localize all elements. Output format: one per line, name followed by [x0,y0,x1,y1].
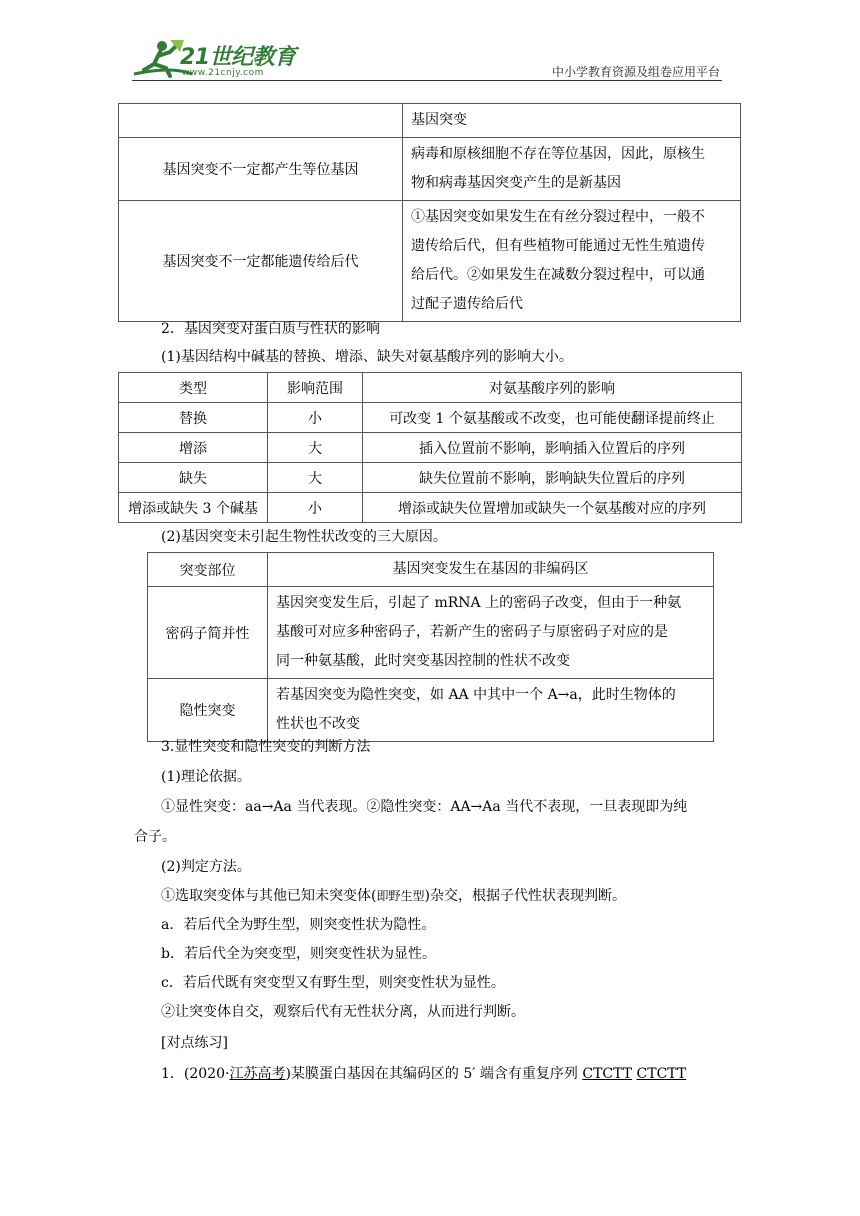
table-row [119,463,742,493]
table-cell: 替换 [119,403,268,433]
table-row [148,553,714,587]
table-cell [119,104,403,138]
table-cell: 基因突变发生在基因的非编码区 [268,553,714,587]
table-cell: 基因突变不一定都产生等位基因 [119,138,403,201]
page-header [0,0,860,90]
method-title: (2)判定方法。 [161,859,251,875]
table-cell: 密码子简并性 [148,587,268,679]
table-row [148,587,714,679]
table-cell: 缺失位置前不影响，影响缺失位置后的序列 [363,463,742,493]
table-cell: 大 [268,433,363,463]
section-3-title: 3.显性突变和隐性突变的判断方法 [161,739,371,755]
table-cell: 小 [268,403,363,433]
theory-line-2: 合子。 [134,829,176,845]
method-2: ②让突变体自交，观察后代有无性状分离，从而进行判断。 [161,1004,525,1020]
practice-title: [对点练习] [161,1035,228,1051]
table-row [119,433,742,463]
table-cell: 隐性突变 [148,679,268,742]
method-c: c．若后代既有突变型又有野生型，则突变性状为显性。 [161,975,505,991]
section-2-title: 2．基因突变对蛋白质与性状的影响 [161,321,380,337]
no-trait-change-table [147,552,714,742]
table-cell: 小 [268,493,363,523]
table-row [119,104,741,138]
theory-line-1: ①显性突变：aa→Aa 当代表现。②隐性突变：AA→Aa 当代不表现，一旦表现即为纯 [161,799,688,815]
table-cell: 基因突变发生后，引起了 mRNA 上的密码子改变，但由于一种氨 基酸可对应多种密码子，若新产生的密码子与原密码子对应的是 同一种氨基酸，此时突变基因控制的性状不改变 [268,587,714,679]
theory-title: (1)理论依据。 [161,769,251,785]
mutation-notes-table [118,103,741,322]
table-cell: 突变部位 [148,553,268,587]
table-cell: 增添 [119,433,268,463]
logo-url: www.21cnjy.com [182,68,264,78]
column-header: 对氨基酸序列的影响 [363,373,742,403]
table-header-row [119,373,742,403]
table-cell: 缺失 [119,463,268,493]
question-source: 江苏高考 [229,1066,286,1082]
column-header: 类型 [119,373,268,403]
table-cell: 若基因突变为隐性突变，如 AA 中其中一个 A→a，此时生物体的 性状也不改变 [268,679,714,742]
table-row [119,201,741,322]
method-a: a．若后代全为野生型，则突变性状为隐性。 [161,917,436,933]
table-row [119,138,741,201]
header-divider [132,80,722,81]
table-cell: 基因突变 [403,104,741,138]
base-change-table [118,372,742,523]
table-row [119,403,742,433]
platform-label: 中小学教育资源及组卷应用平台 [551,65,720,79]
table-cell: 插入位置前不影响，影响插入位置后的序列 [363,433,742,463]
column-header: 影响范围 [268,373,363,403]
table-cell: 增添或缺失 3 个碱基 [119,493,268,523]
table-cell: 可改变 1 个氨基酸或不改变，也可能使翻译提前终止 [363,403,742,433]
table-cell: 大 [268,463,363,493]
table-cell: 病毒和原核细胞不存在等位基因，因此，原核生 物和病毒基因突变产生的是新基因 [403,138,741,201]
subheading-2: (2)基因突变未引起生物性状改变的三大原因。 [161,529,447,545]
table-cell: 基因突变不一定都能遗传给后代 [119,201,403,322]
table-row [119,493,742,523]
subheading-1: (1)基因结构中碱基的替换、增添、缺失对氨基酸序列的影响大小。 [161,349,573,365]
table-cell: ①基因突变如果发生在有丝分裂过程中，一般不 遗传给后代，但有些植物可能通过无性生殖遗传 给后代。②如果发生在减数分裂过程中，可以通 过配子遗传给后代 [403,201,741,322]
logo-text: 21世纪教育 [180,45,296,70]
method-1: ①选取突变体与其他已知未突变体(即野生型)杂交，根据子代性状表现判断。 [161,888,626,904]
method-b: b．若后代全为突变型，则突变性状为显性。 [161,946,436,962]
table-cell: 增添或缺失位置增加或缺失一个氨基酸对应的序列 [363,493,742,523]
question-1: 1．(2020·江苏高考)某膜蛋白基因在其编码区的 5′ 端含有重复序列 CTCTT CTCTT [161,1066,687,1082]
table-row [148,679,714,742]
